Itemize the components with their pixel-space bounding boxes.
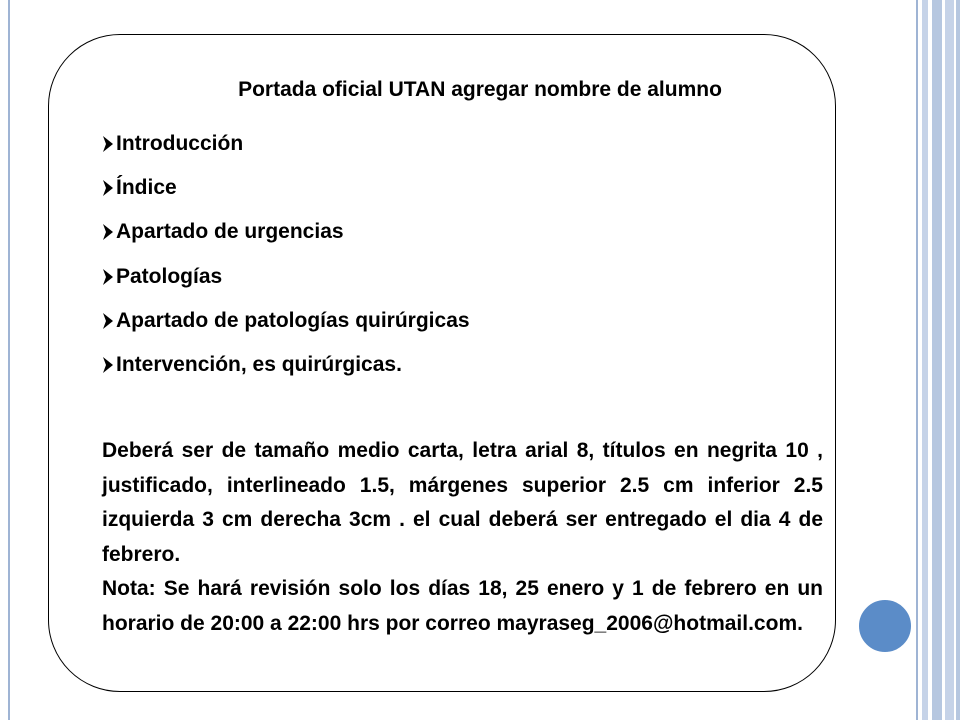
arrow-bullet-icon [102,268,114,286]
list-item [102,255,470,299]
list-item [102,299,470,343]
list-item-label: Índice [116,176,177,200]
bullet-list [102,122,470,387]
arrow-bullet-icon [102,312,114,330]
arrow-bullet-icon [102,356,114,374]
list-item [102,343,470,387]
list-item [102,166,470,210]
format-paragraph: Deberá ser de tamaño medio carta, letra arial 8, títulos en negrita 10 , justificado, interlineado 1.5, márgenes superior 2.5 cm inferior 2.5 izquierda 3 cm derecha 3cm . el cual deberá ser entregado el dia 4 de febrero. [102,439,823,566]
list-item-label: Intervención, es quirúrgicas. [116,353,402,377]
list-item [102,122,470,166]
arrow-bullet-icon [102,179,114,197]
list-item-label: Apartado de urgencias [116,220,344,244]
list-item-label: Patologías [116,264,223,288]
page-title: Portada oficial UTAN agregar nombre de alumno [238,78,722,101]
arrow-bullet-icon [102,223,114,241]
decorative-stripes [918,0,960,720]
list-item-label: Introducción [116,132,244,156]
list-item-label: Apartado de patologías quirúrgicas [116,308,470,332]
arrow-bullet-icon [102,135,114,153]
note-paragraph: Nota: Se hará revisión solo los días 18, 25 enero y 1 de febrero en un horario de 20:00 a 22:00 hrs por correo mayraseg_2006@hotmail.com. [102,577,823,635]
accent-circle [855,596,915,656]
list-item [102,210,470,254]
